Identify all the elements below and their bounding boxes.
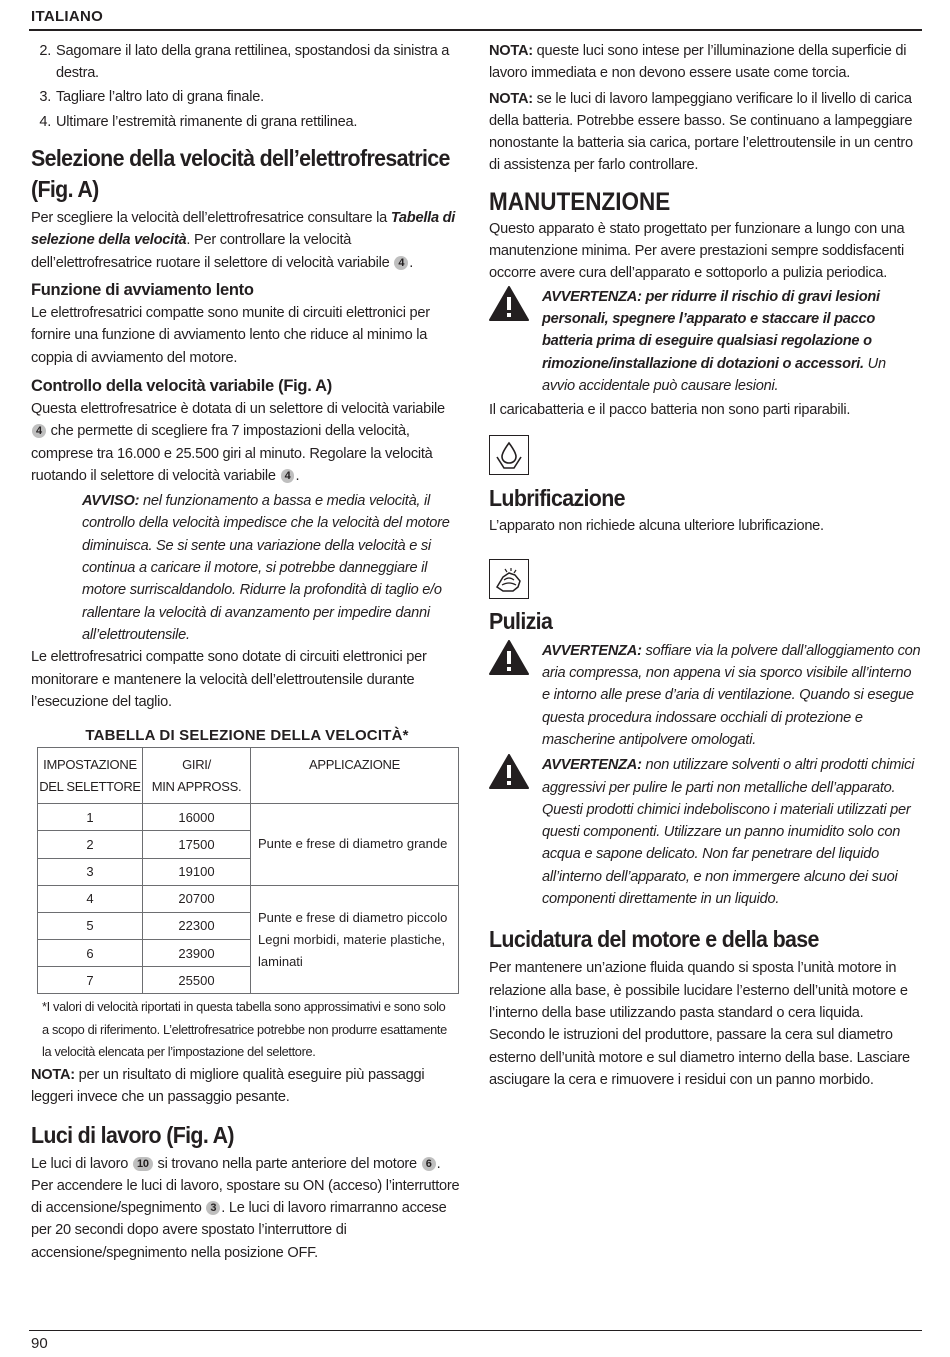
cell-rpm: 16000 bbox=[143, 804, 251, 831]
note-label: NOTA: bbox=[489, 43, 533, 59]
table-header-row bbox=[38, 748, 459, 804]
cell-setting: 6 bbox=[38, 940, 143, 967]
cell-rpm: 19100 bbox=[143, 858, 251, 885]
soft-start-title: Funzione di avviamento lento bbox=[31, 281, 254, 300]
note-text: NOTA: per un risultato di migliore qualità eseguire più passaggi leggeri invece che un passaggio pesante. bbox=[31, 1066, 425, 1106]
step-text: Sagomare il lato della grana rettilinea, spostandosi da sinistra a destra. bbox=[56, 43, 450, 82]
cell-setting: 2 bbox=[38, 831, 143, 858]
cell-rpm: 23900 bbox=[143, 940, 251, 967]
step-number: 3. bbox=[39, 88, 51, 105]
header-setting: IMPOSTAZIONE DEL SELETTORE bbox=[38, 748, 143, 804]
cell-application-small: Punte e frese di diametro piccolo Legni morbidi, materie plastiche, laminati bbox=[251, 885, 459, 994]
header-language: ITALIANO bbox=[31, 8, 104, 25]
callout-badge: 6 bbox=[422, 1157, 436, 1171]
lubrication-icon bbox=[489, 435, 529, 475]
cell-rpm: 20700 bbox=[143, 885, 251, 912]
polishing-text: Per mantenere un’azione fluida quando si sposta l’unità motore in relazione alla base, è possibile lucidare l’esterno dell’unità motore e l’interno della base utilizzando pasta standard o cera liquida. Secondo le istruzioni del produttore, passare la cera sul diametro esterno dell’unità motore e sul diametro interno della base. Lasciare asciugare la cera e rimuovere i residui con un panno morbido. bbox=[489, 960, 910, 1088]
cell-rpm: 17500 bbox=[143, 831, 251, 858]
notice-text: AVVISO: nel funzionamento a bassa e media velocità, il controllo della velocità impedisce che la velocità del motore diminuisca. Se si sente una variazione della velocità e si continua a caricare il motore, si potrebbe danneggiare il motore surriscaldandolo. Ridurre la profondità di taglio e/o rallentare la velocità di avanzamento per impedire danni all’elettroutensile. bbox=[82, 493, 450, 643]
cell-setting: 5 bbox=[38, 912, 143, 939]
speed-selection-text: Per scegliere la velocità dell’elettrofresatrice consultare la Tabella di selezione della velocità. Per controllare la velocità dell’elettrofresatrice ruotare il selettore di velocità variabile 4 . bbox=[31, 210, 456, 271]
warning-icon bbox=[489, 754, 542, 910]
warning-text: AVVERTENZA: non utilizzare solventi o altri prodotti chimici aggressivi per pulire le parti non metalliche dell’apparato. Questi prodotti chimici indeboliscono i materiali utilizzati per questi componenti. Utilizzare un panno inumidito solo con acqua e sapone delicato. Non far penetrare del liquido all’interno dell’apparato, e non immergere alcuno dei suoi componenti direttamente in un liquido. bbox=[542, 757, 915, 908]
step-number: 2. bbox=[39, 43, 51, 59]
table-footnote: *I valori di velocità riportati in questa tabella sono approssimativi e sono solo a scopo di riferimento. L’elettrofresatrice potrebbe non produrre esattamente la velocità elencata per l’impostazione del selettore. bbox=[42, 999, 447, 1060]
work-lights-text: Le luci di lavoro 10 si trovano nella parte anteriore del motore 6 . Per accendere le luci di lavoro, spostare su ON (acceso) l’interruttore di accensione/spegnimento 3 . Le luci di lavoro rimarranno accese per 20 secondi dopo avere spostato l’interruttore di accensione/spegnimento nella posizione OFF. bbox=[31, 1155, 460, 1261]
warning-text: AVVERTENZA: soffiare via la polvere dall’alloggiamento con aria compressa, non appena vi sia sporco visibile all’interno e intorno alle prese d’aria di ventilazione. Quando si esegue questa procedura indossare occhiali di protezione e mascherine antipolvere omologati. bbox=[542, 642, 921, 748]
lubrication-text: L’apparato non richiede alcuna ulteriore lubrificazione. bbox=[489, 518, 824, 535]
callout-badge: 10 bbox=[133, 1157, 153, 1171]
callout-badge: 3 bbox=[206, 1201, 220, 1215]
warning-text: AVVERTENZA: per ridurre il rischio di gravi lesioni personali, spegnere l’apparato e staccare il pacco batteria prima di eseguire qualsiasi regolazione o rimozione/installazione di dotazioni o accessori. Un avvio accidentale può causare lesioni. bbox=[542, 288, 886, 394]
note-label: NOTA: bbox=[489, 90, 533, 107]
work-lights-title: Luci di lavoro (Fig. A) bbox=[31, 1121, 234, 1148]
cell-setting: 1 bbox=[38, 804, 143, 831]
maintenance-title: MANUTENZIONE bbox=[489, 187, 671, 216]
cleaning-title: Pulizia bbox=[489, 607, 553, 634]
note-text: NOTA: queste luci sono intese per l’illuminazione della superficie di lavoro immediata e non devono essere usate come torcia. bbox=[489, 43, 907, 82]
cleaning-warning-2 bbox=[489, 754, 922, 910]
list-item bbox=[31, 40, 463, 85]
variable-speed-text: Questa elettrofresatrice è dotata di un selettore di velocità variabile 4 che permette di scegliere fra 7 impostazioni della velocità, comprese tra 16.000 e 25.500 giri al minuto. Regolare la velocità ruotando il selettore di velocità variabile 4 . bbox=[31, 400, 445, 484]
cell-application-large: Punte e frese di diametro grande bbox=[251, 804, 459, 886]
list-item bbox=[31, 111, 463, 133]
list-item bbox=[31, 86, 463, 108]
step-text: Ultimare l’estremità rimanente di grana rettilinea. bbox=[56, 113, 358, 130]
step-number: 4. bbox=[39, 113, 51, 130]
header-application: APPLICAZIONE bbox=[251, 748, 459, 804]
page-number: 90 bbox=[31, 1335, 48, 1352]
cleaning-warning-1 bbox=[489, 640, 922, 751]
soft-start-text: Le elettrofresatrici compatte sono munite di circuiti elettronici per fornire una funzione di avviamento lento che riduce al minimo la coppia di avviamento del motore. bbox=[31, 305, 430, 366]
maintenance-text: Questo apparato è stato progettato per funzionare a lungo con una manutenzione minima. Per avere prestazioni sempre soddisfacenti occorre avere cura dell’apparato e sottoporlo a pulizia periodica. bbox=[489, 220, 905, 282]
steps-list bbox=[31, 40, 463, 133]
lubrication-title: Lubrificazione bbox=[489, 485, 625, 512]
note-label: NOTA: bbox=[31, 1066, 75, 1083]
maintenance-warning bbox=[489, 286, 922, 397]
cell-setting: 7 bbox=[38, 967, 143, 994]
variable-speed-title: Controllo della velocità variabile (Fig. A) bbox=[31, 376, 332, 395]
warning-icon bbox=[489, 286, 542, 397]
table-row bbox=[38, 804, 459, 831]
callout-badge: 4 bbox=[32, 424, 46, 438]
step-text: Tagliare l’altro lato di grana finale. bbox=[56, 88, 264, 105]
warning-icon bbox=[489, 640, 542, 751]
left-column bbox=[31, 40, 463, 1264]
note-text: NOTA: se le luci di lavoro lampeggiano verificare lo il livello di carica della batteria. Potrebbe essere basso. Se continuano a lampeggiare nonostante la batteria sia carica, portare l’elettroutensile in un centro di assistenza per farlo controllare. bbox=[489, 90, 913, 174]
header-rule bbox=[29, 29, 922, 31]
cell-setting: 3 bbox=[38, 858, 143, 885]
table-row bbox=[38, 885, 459, 912]
footer-rule bbox=[29, 1330, 922, 1331]
cleaning-icon bbox=[489, 559, 529, 599]
notice-label: AVVISO: bbox=[82, 493, 140, 510]
speed-selection-title: Selezione della velocità dell’elettrofresatrice (Fig. A) bbox=[31, 145, 450, 203]
electronics-text: Le elettrofresatrici compatte sono dotate di circuiti elettronici per monitorare e mantenere la velocità dell’elettroutensile durante l’esecuzione del taglio. bbox=[31, 649, 427, 710]
header-rpm: GIRI/ MIN APPROSS. bbox=[143, 748, 251, 804]
polishing-title: Lucidatura del motore e della base bbox=[489, 926, 819, 953]
speed-table bbox=[37, 747, 459, 994]
speed-table-title: TABELLA DI SELEZIONE DELLA VELOCITÀ* bbox=[85, 727, 409, 745]
callout-badge: 4 bbox=[281, 469, 295, 483]
charger-text: Il caricabatteria e il pacco batteria non sono parti riparabili. bbox=[489, 402, 851, 419]
cell-rpm: 22300 bbox=[143, 912, 251, 939]
cell-setting: 4 bbox=[38, 885, 143, 912]
speed-table-ref: Tabella di selezione della velocità bbox=[31, 210, 456, 249]
callout-badge: 4 bbox=[394, 256, 408, 270]
right-column bbox=[489, 40, 922, 1091]
cell-rpm: 25500 bbox=[143, 967, 251, 994]
